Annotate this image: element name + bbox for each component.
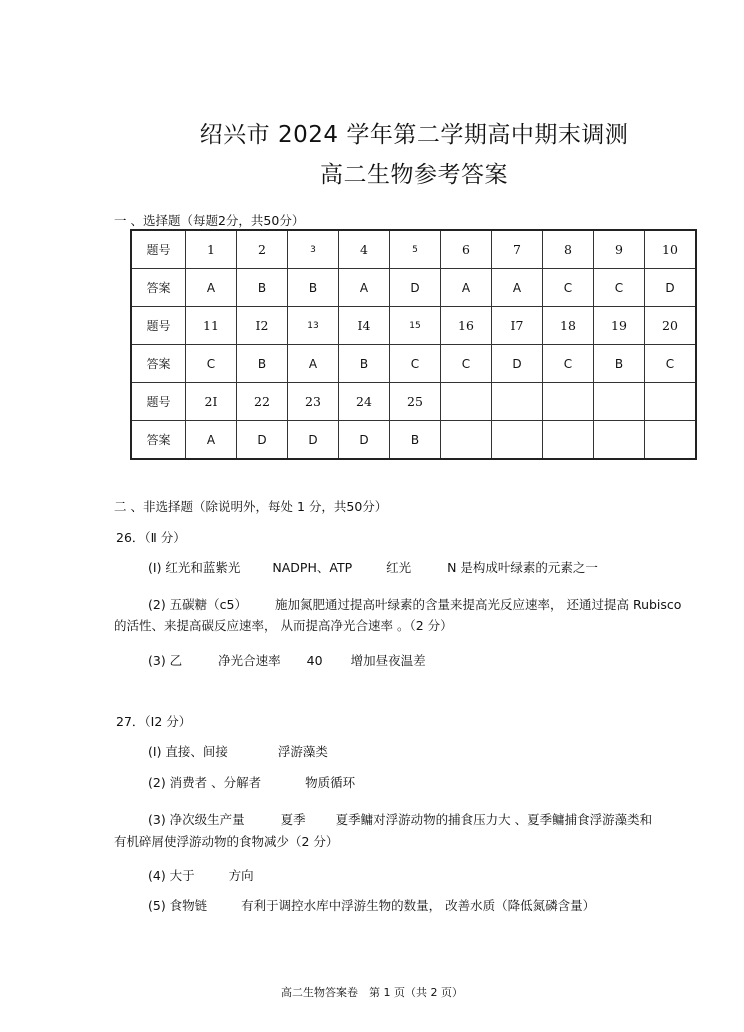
page-subtitle: 高二生物参考答案 — [320, 162, 508, 188]
row-label: 题号 — [131, 383, 186, 421]
answer-cell — [441, 421, 492, 460]
answer-cell: D — [288, 421, 339, 460]
answer-cell: C — [645, 345, 697, 383]
row-label: 题号 — [131, 307, 186, 345]
question-number-cell: 11 — [186, 307, 237, 345]
answer-cell: B — [339, 345, 390, 383]
question-number-cell — [594, 383, 645, 421]
answer-cell: B — [390, 421, 441, 460]
answer-cell: B — [288, 269, 339, 307]
row-label: 题号 — [131, 230, 186, 269]
question-number-cell: 24 — [339, 383, 390, 421]
answer-cell: C — [594, 269, 645, 307]
question-number-cell: 1 — [186, 230, 237, 269]
page-title: 绍兴市 2024 学年第二学期高中期末调测 — [199, 122, 629, 148]
question-number-cell: I2 — [237, 307, 288, 345]
question-number-cell: 2I — [186, 383, 237, 421]
answer-cell — [543, 421, 594, 460]
q26-answer-2-cont: 的活性、来提高碳反应速率， 从而提高净光合速率 。（2 分） — [114, 618, 453, 633]
answer-cell: A — [186, 269, 237, 307]
question-number-cell: 13 — [288, 307, 339, 345]
answer-cell: D — [492, 345, 543, 383]
question-number-cell: I4 — [339, 307, 390, 345]
q26-answer-2: (2) 五碳糖（c5） 施加氮肥通过提高叶绿素的含量来提高光反应速率， 还通过提高 Rubisco — [148, 597, 682, 612]
q27-answer-1: (I) 直接、间接 浮游藻类 — [148, 744, 328, 759]
table-row — [131, 421, 696, 460]
answer-cell — [492, 421, 543, 460]
q27-answer-4: (4) 大于 方向 — [148, 868, 254, 883]
answer-cell: B — [237, 345, 288, 383]
question-number-cell: 5 — [390, 230, 441, 269]
table-row — [131, 269, 696, 307]
answer-cell: A — [441, 269, 492, 307]
q27-answer-2: (2) 消费者 、分解者 物质循环 — [148, 775, 356, 790]
question-number-cell: 9 — [594, 230, 645, 269]
question-number-cell: 4 — [339, 230, 390, 269]
question-number-cell: 7 — [492, 230, 543, 269]
q27-answer-5: (5) 食物链 有利于调控水库中浮游生物的数量， 改善水质（降低氮磷含量） — [148, 898, 596, 913]
table-row — [131, 230, 696, 269]
question-number-cell: 18 — [543, 307, 594, 345]
q27-answer-3: (3) 净次级生产量 夏季 夏季鳙对浮游动物的捕食压力大 、夏季鳙捕食浮游藻类和 — [148, 812, 653, 827]
table-row — [131, 307, 696, 345]
answer-cell: B — [237, 269, 288, 307]
answer-cell: C — [186, 345, 237, 383]
section2-heading: 二 、非选择题（除说明外，每处 1 分，共50分） — [114, 499, 388, 514]
question-number-cell: 19 — [594, 307, 645, 345]
table-row — [131, 345, 696, 383]
question-number-cell — [441, 383, 492, 421]
question-number-cell: I7 — [492, 307, 543, 345]
row-label: 答案 — [131, 421, 186, 460]
answer-cell: C — [543, 269, 594, 307]
answer-cell: A — [288, 345, 339, 383]
answer-cell: D — [339, 421, 390, 460]
answer-cell — [594, 421, 645, 460]
page-footer: 高二生物答案卷 第 1 页（共 2 页） — [281, 986, 463, 999]
question-number-cell: 6 — [441, 230, 492, 269]
answer-cell: B — [594, 345, 645, 383]
answer-cell: A — [186, 421, 237, 460]
answer-cell: C — [543, 345, 594, 383]
question-number-cell: 25 — [390, 383, 441, 421]
q26-heading: 26．（Ⅱ 分） — [116, 530, 186, 545]
answer-cell: D — [237, 421, 288, 460]
question-number-cell: 8 — [543, 230, 594, 269]
question-number-cell: 3 — [288, 230, 339, 269]
q27-answer-3-cont: 有机碎屑使浮游动物的食物减少（2 分） — [114, 834, 339, 849]
answer-cell: D — [645, 269, 697, 307]
row-label: 答案 — [131, 345, 186, 383]
question-number-cell: 2 — [237, 230, 288, 269]
q27-heading: 27．（I2 分） — [116, 714, 192, 729]
answer-cell — [645, 421, 697, 460]
row-label: 答案 — [131, 269, 186, 307]
answer-cell: A — [339, 269, 390, 307]
question-number-cell: 10 — [645, 230, 697, 269]
answer-cell: D — [390, 269, 441, 307]
question-number-cell — [492, 383, 543, 421]
question-number-cell: 20 — [645, 307, 697, 345]
question-number-cell: 16 — [441, 307, 492, 345]
question-number-cell: 23 — [288, 383, 339, 421]
question-number-cell — [645, 383, 697, 421]
answer-table — [130, 229, 697, 460]
answer-cell: A — [492, 269, 543, 307]
q26-answer-1: (I) 红光和蓝紫光 NADPH、ATP 红光 N 是构成叶绿素的元素之一 — [148, 560, 598, 575]
question-number-cell — [543, 383, 594, 421]
question-number-cell: 22 — [237, 383, 288, 421]
q26-answer-3: (3) 乙 净光合速率 40 增加昼夜温差 — [148, 653, 426, 668]
answer-cell: C — [441, 345, 492, 383]
answer-cell: C — [390, 345, 441, 383]
question-number-cell: 15 — [390, 307, 441, 345]
section1-heading: 一 、选择题（每题2分，共50分） — [114, 213, 305, 228]
table-row — [131, 383, 696, 421]
